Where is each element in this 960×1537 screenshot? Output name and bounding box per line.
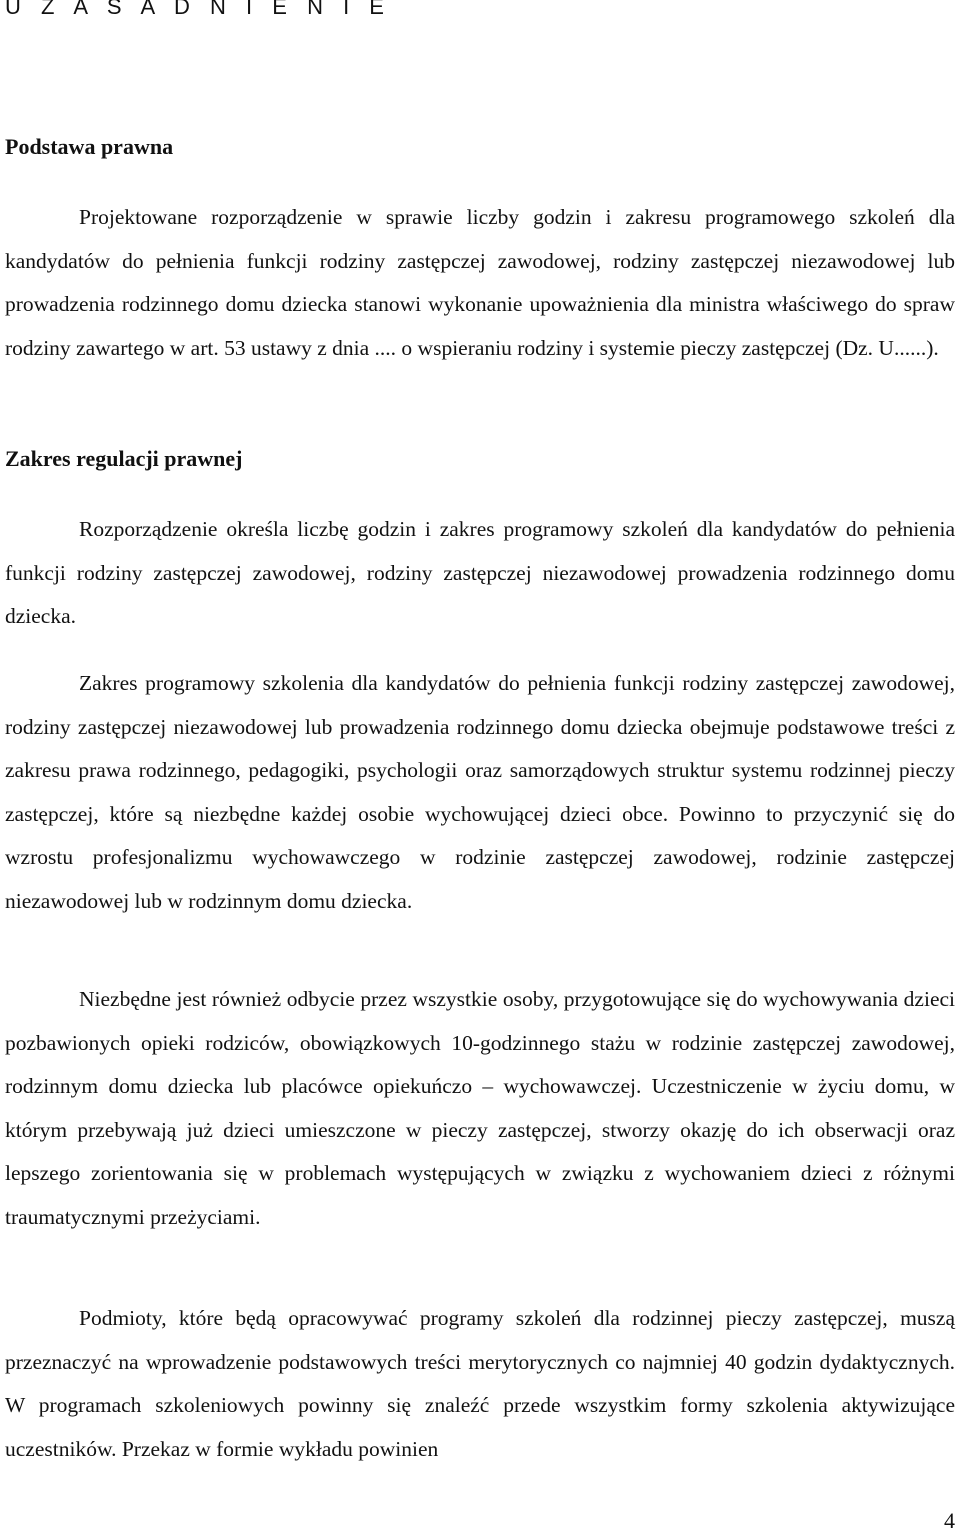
paragraph-training-scope: Zakres programowy szkolenia dla kandydatów do pełnienia funkcji rodziny zastępczej zawodowej, rodziny zastępczej niezawodowej lub prowadzenia rodzinnego domu dziecka obejmuje podstawowe treści z zakresu prawa rodzinnego, pedagogiki, psychologii oraz samorządowych struktur systemu rodzinnej pieczy zastępczej, które są niezbędne każdej osobie wychowującej dzieci obce. Powinno to przyczynić się do wzrostu profesjonalizmu wychowawczego w rodzinie zastępczej zawodowej, rodzinie zastępczej niezawodowej lub w rodzinnym domu dziecka. <box>5 671 955 913</box>
page-number: 4 <box>944 1508 955 1533</box>
section-heading-regulation-scope: Zakres regulacji prawnej <box>5 446 243 471</box>
section-heading-legal-basis: Podstawa prawna <box>5 134 174 159</box>
paragraph-internship: Niezbędne jest również odbycie przez wszystkie osoby, przygotowujące się do wychowywania dzieci pozbawionych opieki rodziców, obowiązkowych 10-godzinnego stażu w rodzinie zastępczej zawodowej, rodzinnym domu dziecka lub placówce opiekuńczo – wychowawczej. Uczestniczenie w życiu domu, w którym przebywają już dzieci umieszczone w pieczy zastępczej, stworzy okazję do ich obserwacji oraz lepszego zorientowania się w problemach występujących w związku z wychowaniem dzieci z różnymi traumatycznymi przeżyciami. <box>5 987 955 1229</box>
paragraph-regulation-scope: Rozporządzenie określa liczbę godzin i zakres programowy szkoleń dla kandydatów do pełnienia funkcji rodziny zastępczej zawodowej, rodziny zastępczej niezawodowej prowadzenia rodzinnego domu dziecka. <box>5 517 955 628</box>
document-title: U Z A S A D N I E N I E <box>5 0 391 19</box>
paragraph-legal-basis: Projektowane rozporządzenie w sprawie liczby godzin i zakresu programowego szkoleń dla kandydatów do pełnienia funkcji rodziny zastępczej zawodowej, rodziny zastępczej niezawodowej lub prowadzenia rodzinnego domu dziecka stanowi wykonanie upoważnienia dla ministra właściwego do spraw rodziny zawartego w art. 53 ustawy z dnia .... o wspieraniu rodziny i systemie pieczy zastępczej (Dz. U......). <box>5 205 955 360</box>
paragraph-training-providers: Podmioty, które będą opracowywać programy szkoleń dla rodzinnej pieczy zastępczej, muszą przeznaczyć na wprowadzenie podstawowych treści merytorycznych co najmniej 40 godzin dydaktycznych. W programach szkoleniowych powinny się znaleźć przede wszystkim formy szkolenia aktywizujące uczestników. Przekaz w formie wykładu powinien <box>5 1306 955 1461</box>
